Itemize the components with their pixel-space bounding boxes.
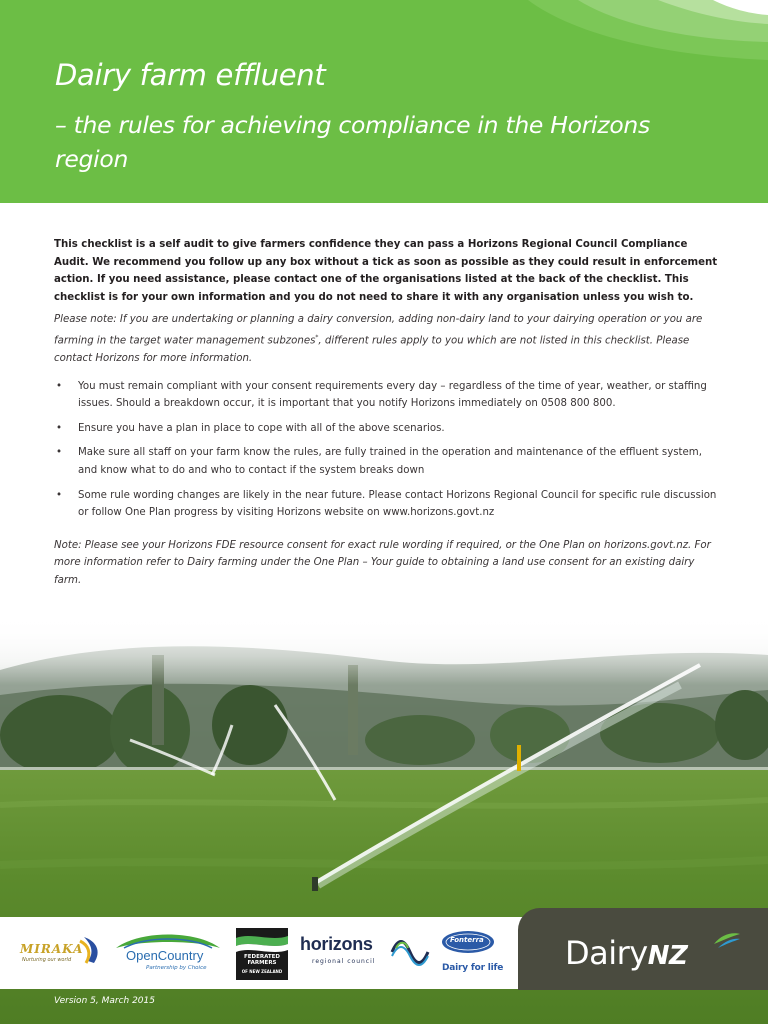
bullet-item (54, 378, 718, 413)
page-subtitle: – the rules for achieving compliance in the Horizons region (55, 111, 650, 173)
bullet-item (54, 420, 718, 438)
dairynz-logo-suffix: NZ (647, 941, 688, 971)
horizons-logo (298, 934, 430, 974)
intro-paragraph: This checklist is a self audit to give farmers confidence they can pass a Horizons Regional Council Compliance Audit. We recommend you follow up any box without a tick as soon as possible as they could result in enforcement action. If you need assistance, please contact one of the organisations listed at the back of the checklist. This checklist is for your own information and you do not need to share it with any organisation unless you wish to. (54, 239, 718, 303)
bullet-list (54, 378, 718, 522)
body-content (54, 236, 718, 589)
version-label: Version 5, March 2015 (54, 996, 155, 1006)
horizons-logo-name: horizons (300, 934, 373, 954)
dairynz-logo-main: Dairy (565, 934, 648, 972)
bullet-dot: • (56, 489, 63, 501)
bullet-text: Some rule wording changes are likely in the near future. Please contact Horizons Regional Council for specific rule discussion or follow One Plan progress by visiting Horizons website on www.horizons.govt.nz (78, 489, 717, 519)
fonterra-logo-name: Fonterra (450, 936, 484, 944)
bullet-item (54, 444, 718, 479)
bullet-dot: • (56, 422, 63, 434)
bullet-text: Make sure all staff on your farm know the rules, are fully trained in the operation and maintenance of the effluent system, and know what to do and who to contact if the system breaks down (78, 447, 702, 476)
federated-farmers-logo-sub: OF NEW ZEALAND (241, 969, 283, 974)
federated-farmers-logo (236, 928, 288, 980)
bullet-dot: • (56, 447, 63, 459)
opencountry-logo (110, 928, 226, 978)
please-note-text-end: , different rules apply to you which are not listed in this checklist. Please contact Horizons for more information. (54, 335, 690, 364)
please-note-text: Please note: If you are undertaking or planning a dairy conversion, adding non-dairy land to your dairying operation or you are farming in the target water management subzones (54, 314, 703, 347)
miraka-logo-name: MIRAKA (20, 942, 84, 956)
dairynz-logo (565, 934, 687, 972)
footnote-marker: * (315, 333, 319, 341)
opencountry-logo-name: OpenCountry (126, 948, 204, 963)
horizons-wave-icon (390, 936, 430, 966)
decorative-swoosh (508, 0, 768, 80)
opencountry-logo-tagline: Partnership by Choice (146, 965, 207, 971)
dairynz-swoosh-icon (712, 930, 742, 950)
note-paragraph: Note: Please see your Horizons FDE resource consent for exact rule wording if required, or the One Plan on horizons.govt.nz. For more information refer to Dairy farming under the One Plan – Your guide to obtaining a land use consent for an existing dairy farm. (54, 539, 711, 586)
fonterra-logo-tagline: Dairy for life (442, 963, 504, 973)
miraka-logo-tagline: Nurturing our world (22, 957, 72, 963)
please-note-paragraph (54, 311, 718, 367)
bullet-text: Ensure you have a plan in place to cope with all of the above scenarios. (78, 422, 445, 434)
horizons-logo-tagline: regional council (312, 958, 376, 965)
bullet-text: You must remain compliant with your consent requirements every day – regardless of the time of year, weather, or staffing issues. Should a breakdown occur, it is important that you notify Horizons immediately on 0508 800 800. (78, 380, 707, 410)
bullet-item (54, 487, 718, 522)
bullet-dot: • (56, 380, 63, 392)
page-title: Dairy farm effluent (55, 58, 326, 92)
header-band (0, 0, 768, 203)
miraka-logo (14, 933, 106, 973)
federated-farmers-logo-name: FEDERATED FARMERS (244, 954, 280, 966)
fonterra-logo (438, 930, 504, 978)
